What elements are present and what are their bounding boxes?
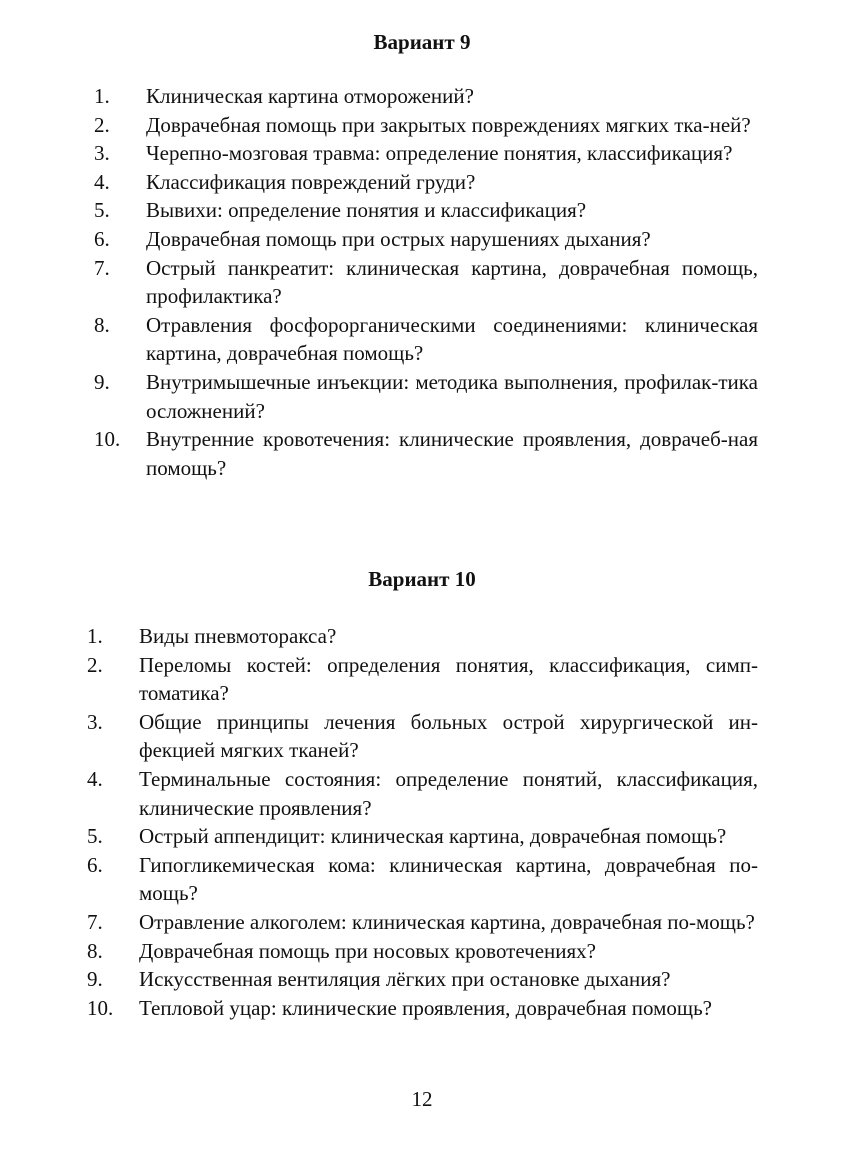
question-number: 6. <box>87 852 103 877</box>
page-number: 12 <box>411 1087 433 1111</box>
question-text: Классификация повреждений груди? <box>146 169 476 194</box>
question-item <box>87 965 758 994</box>
question-number: 3. <box>94 141 110 166</box>
question-text: Отравления фосфорорганическими соединениями: клиническая картина, доврачебная помощь? <box>146 312 758 366</box>
question-text: Острый панкреатит: клиническая картина, доврачебная помощь, профилактика? <box>146 255 758 309</box>
question-number: 10. <box>94 427 121 452</box>
question-text: Черепно-мозговая травма: определение понятия, классификация? <box>146 141 733 166</box>
question-item <box>87 765 758 822</box>
question-number: 4. <box>94 169 110 194</box>
question-text: Внутримышечные инъекции: методика выполнения, профилак-тика осложнений? <box>146 369 758 423</box>
question-text: Переломы костей: определения понятия, классификация, симп-томатика? <box>139 652 758 706</box>
question-text: Вывихи: определение понятия и классификация? <box>146 198 587 223</box>
question-item <box>94 311 758 368</box>
question-item <box>87 994 758 1023</box>
question-text: Искусственная вентиляция лёгких при остановке дыхания? <box>139 967 671 992</box>
question-number: 8. <box>94 312 110 337</box>
question-item <box>87 851 758 908</box>
question-number: 2. <box>87 652 103 677</box>
question-text: Общие принципы лечения больных острой хирургической ин-фекцией мягких тканей? <box>139 709 758 763</box>
question-number: 5. <box>94 198 110 223</box>
question-text: Гипогликемическая кома: клиническая картина, доврачебная по-мощь? <box>139 852 758 906</box>
question-number: 2. <box>94 112 110 137</box>
question-item <box>87 651 758 708</box>
question-text: Доврачебная помощь при закрытых повреждениях мягких тка-ней? <box>146 112 751 137</box>
question-item <box>94 111 758 140</box>
variant-10-question-list <box>87 622 758 1022</box>
question-text: Тепловой уцар: клинические проявления, доврачебная помощь? <box>139 995 712 1020</box>
question-item <box>87 822 758 851</box>
variant-9-question-list <box>94 82 758 482</box>
question-number: 7. <box>87 909 103 934</box>
question-item <box>94 82 758 111</box>
question-number: 1. <box>87 624 103 648</box>
variant-9-title: Вариант 9 <box>373 30 471 54</box>
question-text: Доврачебная помощь при носовых кровотечениях? <box>139 938 596 963</box>
question-item <box>87 908 758 937</box>
question-item <box>87 937 758 966</box>
question-text: Внутренние кровотечения: клинические проявления, доврачеб-ная помощь? <box>146 427 758 480</box>
question-number: 7. <box>94 255 110 280</box>
question-number: 5. <box>87 824 103 849</box>
question-item <box>94 225 758 254</box>
question-number: 10. <box>87 995 114 1020</box>
question-number: 3. <box>87 709 103 734</box>
question-item <box>94 196 758 225</box>
question-item <box>87 622 758 651</box>
question-number: 9. <box>94 369 110 394</box>
question-text: Виды пневмоторакса? <box>139 624 337 648</box>
question-item <box>94 368 758 425</box>
question-number: 1. <box>94 84 110 108</box>
question-text: Терминальные состояния: определение понятий, классификация, клинические проявления? <box>139 766 758 820</box>
variant-10-title: Вариант 10 <box>368 567 476 591</box>
question-number: 8. <box>87 938 103 963</box>
question-item <box>94 425 758 482</box>
question-text: Клиническая картина отморожений? <box>146 84 474 108</box>
question-number: 6. <box>94 226 110 251</box>
question-item <box>94 139 758 168</box>
question-text: Острый аппендицит: клиническая картина, доврачебная помощь? <box>139 824 727 849</box>
question-item <box>94 254 758 311</box>
question-item <box>87 708 758 765</box>
question-number: 4. <box>87 766 103 791</box>
question-text: Отравление алкоголем: клиническая картина, доврачебная по-мощь? <box>139 909 755 934</box>
question-number: 9. <box>87 967 103 992</box>
question-text: Доврачебная помощь при острых нарушениях дыхания? <box>146 226 651 251</box>
question-item <box>94 168 758 197</box>
